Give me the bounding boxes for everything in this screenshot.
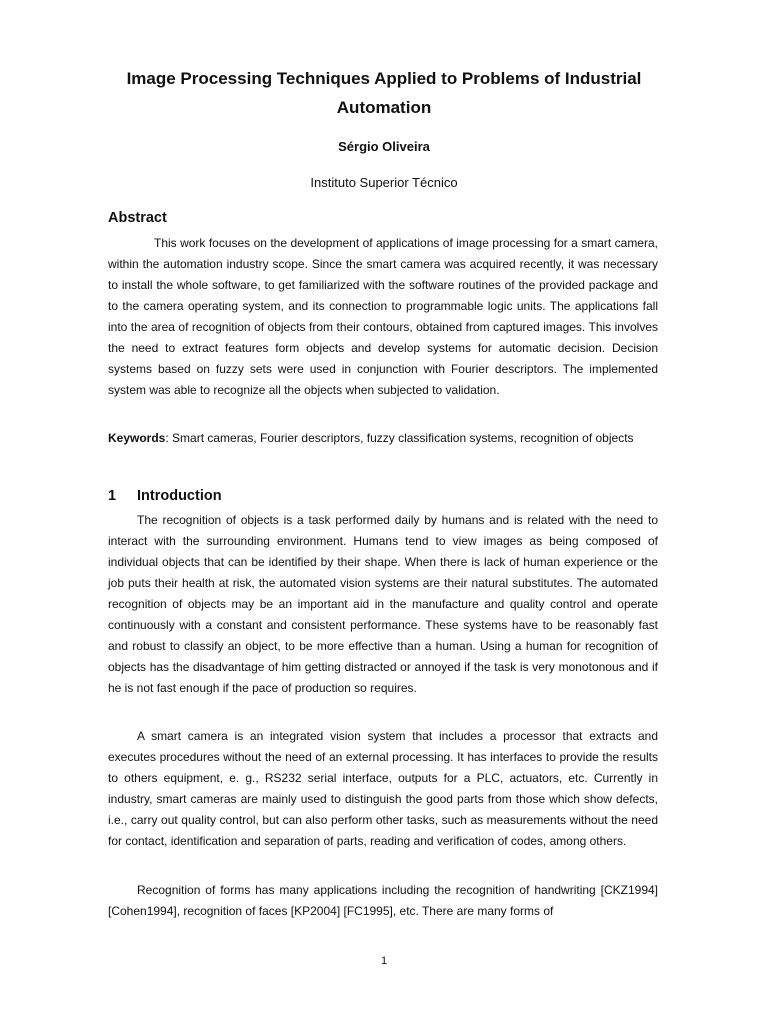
author-affiliation: Instituto Superior Técnico	[310, 175, 458, 190]
intro-paragraph-1: The recognition of objects is a task performed daily by humans and is related with the need to interact with the surrounding environment. Humans tend to view images as being composed of individual objects that can be identified by their shape. When there is lack of human experience or the job puts their health at risk, the automated vision systems are their natural substitutes. The automated recognition of objects may be an important aid in the manufacture and quality control and operate continuously with a constant and consistent performance. These systems have to be reasonably fast and robust to classify an object, to be more effective than a human. Using a human for recognition of objects has the disadvantage of him getting distracted or annoyed if the task is very monotonous and if he is not fast enough if the pace of production so requires.	[108, 513, 658, 695]
intro-paragraph-2: A smart camera is an integrated vision system that includes a processor that extracts and executes procedures without the need of an external processing. It has interfaces to provide the results to others equipment, e. g., RS232 serial interface, outputs for a PLC, actuators, etc. Currently in industry, smart cameras are mainly used to distinguish the good parts from those which show defects, i.e., carry out quality control, but can also perform other tasks, such as measurements without the need for contact, identification and separation of parts, reading and verification of codes, among others.	[108, 729, 658, 848]
abstract-text: This work focuses on the development of applications of image processing for a smart camera, within the automation industry scope. Since the smart camera was acquired recently, it was necessary to install the whole software, to get familiarized with the software routines of the provided package and to the camera operating system, and its connection to programmable logic units. The applications fall into the area of recognition of objects from their contours, obtained from captured images. This involves the need to extract features form objects and develop systems for automatic decision. Decision systems based on fuzzy sets were used in conjunction with Fourier descriptors. The implemented system was able to recognize all the objects when subjected to validation.	[108, 236, 658, 397]
keywords-text: : Smart cameras, Fourier descriptors, fuzzy classification systems, recognition of objects	[165, 431, 634, 445]
intro-paragraph-3: Recognition of forms has many applications including the recognition of handwriting [CKZ1994] [Cohen1994], recognition of faces [KP2004] [FC1995], etc. There are many forms of	[108, 883, 658, 918]
abstract-heading: Abstract	[108, 210, 167, 226]
page-number: 1	[380, 955, 388, 967]
keywords-label: Keywords	[108, 431, 166, 445]
section-number: 1	[108, 488, 117, 504]
author-name: Sérgio Oliveira	[338, 139, 430, 154]
paper-title: Image Processing Techniques Applied to Problems of Industrial Automation	[126, 69, 642, 117]
section-heading-introduction	[108, 486, 222, 506]
section-title: Introduction	[137, 488, 222, 504]
keywords	[108, 428, 658, 449]
